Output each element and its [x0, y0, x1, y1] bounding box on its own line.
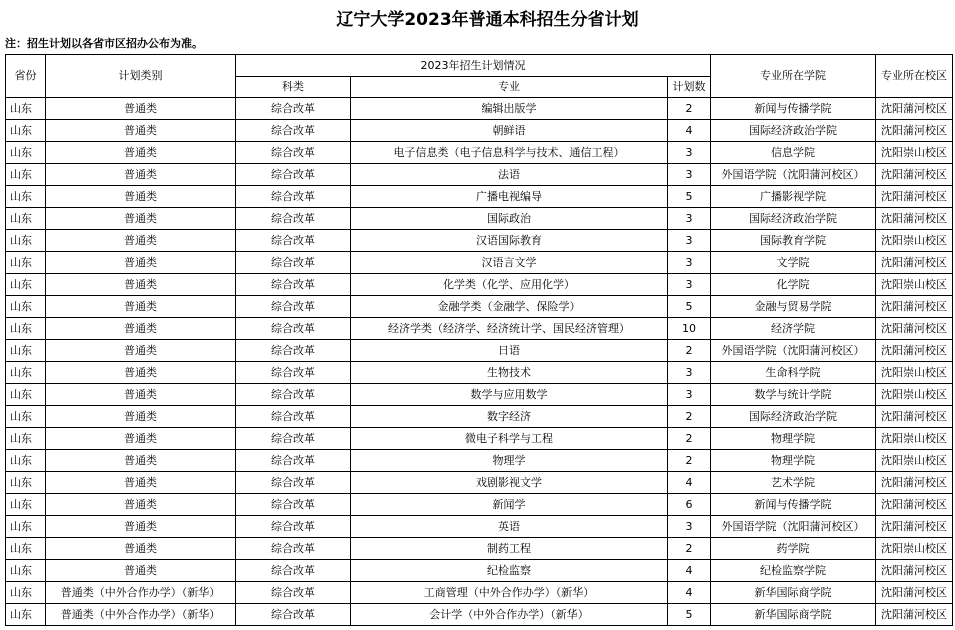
cell-count: 4 — [668, 472, 711, 494]
cell-campus: 沈阳蒲河校区 — [876, 164, 953, 186]
cell-college: 艺术学院 — [711, 472, 876, 494]
cell-major: 数字经济 — [351, 406, 668, 428]
cell-subject: 综合改革 — [236, 340, 351, 362]
cell-major: 物理学 — [351, 450, 668, 472]
cell-major: 纪检监察 — [351, 560, 668, 582]
cell-plan-type: 普通类 — [46, 252, 236, 274]
cell-college: 经济学院 — [711, 318, 876, 340]
cell-subject: 综合改革 — [236, 516, 351, 538]
cell-subject: 综合改革 — [236, 428, 351, 450]
cell-province: 山东 — [6, 274, 46, 296]
cell-college: 广播影视学院 — [711, 186, 876, 208]
cell-plan-type: 普通类 — [46, 560, 236, 582]
cell-plan-type: 普通类 — [46, 186, 236, 208]
cell-count: 2 — [668, 428, 711, 450]
table-row — [6, 296, 953, 318]
cell-plan-type: 普通类 — [46, 142, 236, 164]
cell-college: 新闻与传播学院 — [711, 494, 876, 516]
cell-college: 外国语学院（沈阳蒲河校区） — [711, 340, 876, 362]
cell-college: 国际经济政治学院 — [711, 406, 876, 428]
cell-subject: 综合改革 — [236, 274, 351, 296]
table-row — [6, 516, 953, 538]
cell-plan-type: 普通类 — [46, 428, 236, 450]
cell-college: 新华国际商学院 — [711, 604, 876, 626]
cell-plan-type: 普通类 — [46, 296, 236, 318]
table-row — [6, 428, 953, 450]
header-campus: 专业所在校区 — [876, 55, 953, 98]
cell-major: 广播电视编导 — [351, 186, 668, 208]
cell-count: 2 — [668, 406, 711, 428]
cell-campus: 沈阳蒲河校区 — [876, 516, 953, 538]
cell-major: 新闻学 — [351, 494, 668, 516]
cell-campus: 沈阳蒲河校区 — [876, 208, 953, 230]
table-row — [6, 208, 953, 230]
cell-college: 国际经济政治学院 — [711, 120, 876, 142]
cell-count: 2 — [668, 98, 711, 120]
cell-college: 文学院 — [711, 252, 876, 274]
table-row — [6, 406, 953, 428]
cell-major: 会计学（中外合作办学）（新华） — [351, 604, 668, 626]
cell-subject: 综合改革 — [236, 318, 351, 340]
cell-plan-type: 普通类 — [46, 516, 236, 538]
header-count: 计划数 — [668, 77, 711, 98]
cell-count: 4 — [668, 120, 711, 142]
table-row — [6, 582, 953, 604]
note-text: 注：招生计划以各省市区招办公布为准。 — [5, 37, 203, 50]
cell-province: 山东 — [6, 582, 46, 604]
cell-campus: 沈阳蒲河校区 — [876, 120, 953, 142]
cell-count: 3 — [668, 384, 711, 406]
cell-major: 国际政治 — [351, 208, 668, 230]
cell-college: 药学院 — [711, 538, 876, 560]
header-plan-group: 2023年招生计划情况 — [236, 55, 711, 77]
cell-subject: 综合改革 — [236, 604, 351, 626]
cell-college: 国际教育学院 — [711, 230, 876, 252]
cell-plan-type: 普通类 — [46, 274, 236, 296]
cell-campus: 沈阳蒲河校区 — [876, 494, 953, 516]
cell-major: 日语 — [351, 340, 668, 362]
cell-subject: 综合改革 — [236, 164, 351, 186]
cell-plan-type: 普通类 — [46, 164, 236, 186]
cell-campus: 沈阳崇山校区 — [876, 230, 953, 252]
cell-province: 山东 — [6, 252, 46, 274]
cell-subject: 综合改革 — [236, 98, 351, 120]
cell-subject: 综合改革 — [236, 296, 351, 318]
cell-college: 生命科学院 — [711, 362, 876, 384]
cell-count: 3 — [668, 164, 711, 186]
cell-province: 山东 — [6, 560, 46, 582]
cell-campus: 沈阳崇山校区 — [876, 362, 953, 384]
cell-college: 新闻与传播学院 — [711, 98, 876, 120]
cell-subject: 综合改革 — [236, 230, 351, 252]
table-row — [6, 318, 953, 340]
cell-count: 4 — [668, 560, 711, 582]
cell-plan-type: 普通类 — [46, 472, 236, 494]
cell-major: 戏剧影视文学 — [351, 472, 668, 494]
table-row — [6, 120, 953, 142]
cell-major: 电子信息类（电子信息科学与技术、通信工程） — [351, 142, 668, 164]
cell-major: 英语 — [351, 516, 668, 538]
cell-count: 3 — [668, 208, 711, 230]
cell-province: 山东 — [6, 604, 46, 626]
cell-subject: 综合改革 — [236, 406, 351, 428]
table-row — [6, 472, 953, 494]
cell-province: 山东 — [6, 98, 46, 120]
cell-subject: 综合改革 — [236, 560, 351, 582]
cell-subject: 综合改革 — [236, 186, 351, 208]
cell-province: 山东 — [6, 494, 46, 516]
cell-province: 山东 — [6, 296, 46, 318]
cell-campus: 沈阳崇山校区 — [876, 142, 953, 164]
cell-major: 工商管理（中外合作办学）（新华） — [351, 582, 668, 604]
table-row — [6, 362, 953, 384]
cell-plan-type: 普通类 — [46, 230, 236, 252]
cell-college: 数学与统计学院 — [711, 384, 876, 406]
cell-plan-type: 普通类 — [46, 450, 236, 472]
cell-province: 山东 — [6, 164, 46, 186]
cell-plan-type: 普通类 — [46, 362, 236, 384]
cell-province: 山东 — [6, 318, 46, 340]
cell-campus: 沈阳蒲河校区 — [876, 296, 953, 318]
cell-plan-type: 普通类 — [46, 318, 236, 340]
cell-subject: 综合改革 — [236, 582, 351, 604]
cell-plan-type: 普通类 — [46, 208, 236, 230]
cell-campus: 沈阳蒲河校区 — [876, 252, 953, 274]
cell-major: 数学与应用数学 — [351, 384, 668, 406]
cell-college: 金融与贸易学院 — [711, 296, 876, 318]
cell-count: 5 — [668, 296, 711, 318]
cell-subject: 综合改革 — [236, 362, 351, 384]
cell-subject: 综合改革 — [236, 494, 351, 516]
cell-province: 山东 — [6, 538, 46, 560]
cell-major: 编辑出版学 — [351, 98, 668, 120]
cell-province: 山东 — [6, 186, 46, 208]
cell-subject: 综合改革 — [236, 142, 351, 164]
cell-college: 外国语学院（沈阳蒲河校区） — [711, 516, 876, 538]
table-row — [6, 252, 953, 274]
cell-campus: 沈阳蒲河校区 — [876, 186, 953, 208]
cell-province: 山东 — [6, 406, 46, 428]
cell-province: 山东 — [6, 142, 46, 164]
cell-major: 汉语国际教育 — [351, 230, 668, 252]
header-plan-type: 计划类别 — [46, 55, 236, 98]
cell-major: 经济学类（经济学、经济统计学、国民经济管理） — [351, 318, 668, 340]
table-row — [6, 274, 953, 296]
table-row — [6, 164, 953, 186]
cell-province: 山东 — [6, 516, 46, 538]
cell-plan-type: 普通类（中外合作办学）（新华） — [46, 582, 236, 604]
cell-plan-type: 普通类 — [46, 384, 236, 406]
cell-province: 山东 — [6, 362, 46, 384]
cell-plan-type: 普通类（中外合作办学）（新华） — [46, 604, 236, 626]
cell-campus: 沈阳崇山校区 — [876, 450, 953, 472]
cell-college: 物理学院 — [711, 428, 876, 450]
cell-count: 6 — [668, 494, 711, 516]
cell-province: 山东 — [6, 428, 46, 450]
cell-major: 微电子科学与工程 — [351, 428, 668, 450]
cell-campus: 沈阳蒲河校区 — [876, 582, 953, 604]
header-province: 省份 — [6, 55, 46, 98]
cell-campus: 沈阳蒲河校区 — [876, 560, 953, 582]
cell-campus: 沈阳蒲河校区 — [876, 98, 953, 120]
cell-campus: 沈阳蒲河校区 — [876, 604, 953, 626]
cell-plan-type: 普通类 — [46, 406, 236, 428]
enrollment-plan-table — [5, 54, 953, 626]
cell-count: 3 — [668, 516, 711, 538]
cell-province: 山东 — [6, 450, 46, 472]
cell-subject: 综合改革 — [236, 120, 351, 142]
table-row — [6, 230, 953, 252]
cell-subject: 综合改革 — [236, 538, 351, 560]
table-row — [6, 560, 953, 582]
cell-count: 4 — [668, 582, 711, 604]
cell-count: 3 — [668, 142, 711, 164]
cell-province: 山东 — [6, 120, 46, 142]
table-row — [6, 538, 953, 560]
header-subject: 科类 — [236, 77, 351, 98]
cell-count: 5 — [668, 186, 711, 208]
cell-college: 纪检监察学院 — [711, 560, 876, 582]
cell-college: 信息学院 — [711, 142, 876, 164]
header-major: 专业 — [351, 77, 668, 98]
table-row — [6, 384, 953, 406]
cell-college: 物理学院 — [711, 450, 876, 472]
cell-province: 山东 — [6, 472, 46, 494]
cell-campus: 沈阳崇山校区 — [876, 538, 953, 560]
cell-count: 2 — [668, 450, 711, 472]
cell-campus: 沈阳蒲河校区 — [876, 406, 953, 428]
cell-campus: 沈阳蒲河校区 — [876, 340, 953, 362]
cell-plan-type: 普通类 — [46, 120, 236, 142]
cell-province: 山东 — [6, 384, 46, 406]
table-row — [6, 98, 953, 120]
cell-campus: 沈阳蒲河校区 — [876, 472, 953, 494]
table-row — [6, 604, 953, 626]
table-row — [6, 186, 953, 208]
cell-subject: 综合改革 — [236, 450, 351, 472]
cell-count: 2 — [668, 340, 711, 362]
cell-college: 化学院 — [711, 274, 876, 296]
cell-campus: 沈阳崇山校区 — [876, 384, 953, 406]
table-row — [6, 340, 953, 362]
cell-count: 2 — [668, 538, 711, 560]
table-row — [6, 450, 953, 472]
cell-subject: 综合改革 — [236, 384, 351, 406]
cell-count: 3 — [668, 252, 711, 274]
cell-major: 法语 — [351, 164, 668, 186]
cell-subject: 综合改革 — [236, 252, 351, 274]
cell-major: 生物技术 — [351, 362, 668, 384]
cell-count: 3 — [668, 362, 711, 384]
cell-campus: 沈阳蒲河校区 — [876, 318, 953, 340]
cell-major: 朝鲜语 — [351, 120, 668, 142]
cell-province: 山东 — [6, 230, 46, 252]
cell-campus: 沈阳崇山校区 — [876, 274, 953, 296]
cell-plan-type: 普通类 — [46, 98, 236, 120]
cell-major: 制药工程 — [351, 538, 668, 560]
cell-count: 3 — [668, 230, 711, 252]
table-row — [6, 142, 953, 164]
cell-count: 5 — [668, 604, 711, 626]
header-college: 专业所在学院 — [711, 55, 876, 98]
cell-plan-type: 普通类 — [46, 340, 236, 362]
cell-plan-type: 普通类 — [46, 494, 236, 516]
cell-province: 山东 — [6, 340, 46, 362]
cell-major: 化学类（化学、应用化学） — [351, 274, 668, 296]
cell-subject: 综合改革 — [236, 472, 351, 494]
cell-count: 10 — [668, 318, 711, 340]
page-title: 辽宁大学2023年普通本科招生分省计划 — [336, 10, 639, 30]
cell-major: 汉语言文学 — [351, 252, 668, 274]
cell-province: 山东 — [6, 208, 46, 230]
cell-college: 新华国际商学院 — [711, 582, 876, 604]
cell-major: 金融学类（金融学、保险学） — [351, 296, 668, 318]
table-row — [6, 494, 953, 516]
cell-college: 国际经济政治学院 — [711, 208, 876, 230]
cell-college: 外国语学院（沈阳蒲河校区） — [711, 164, 876, 186]
cell-campus: 沈阳崇山校区 — [876, 428, 953, 450]
cell-subject: 综合改革 — [236, 208, 351, 230]
cell-plan-type: 普通类 — [46, 538, 236, 560]
cell-count: 3 — [668, 274, 711, 296]
